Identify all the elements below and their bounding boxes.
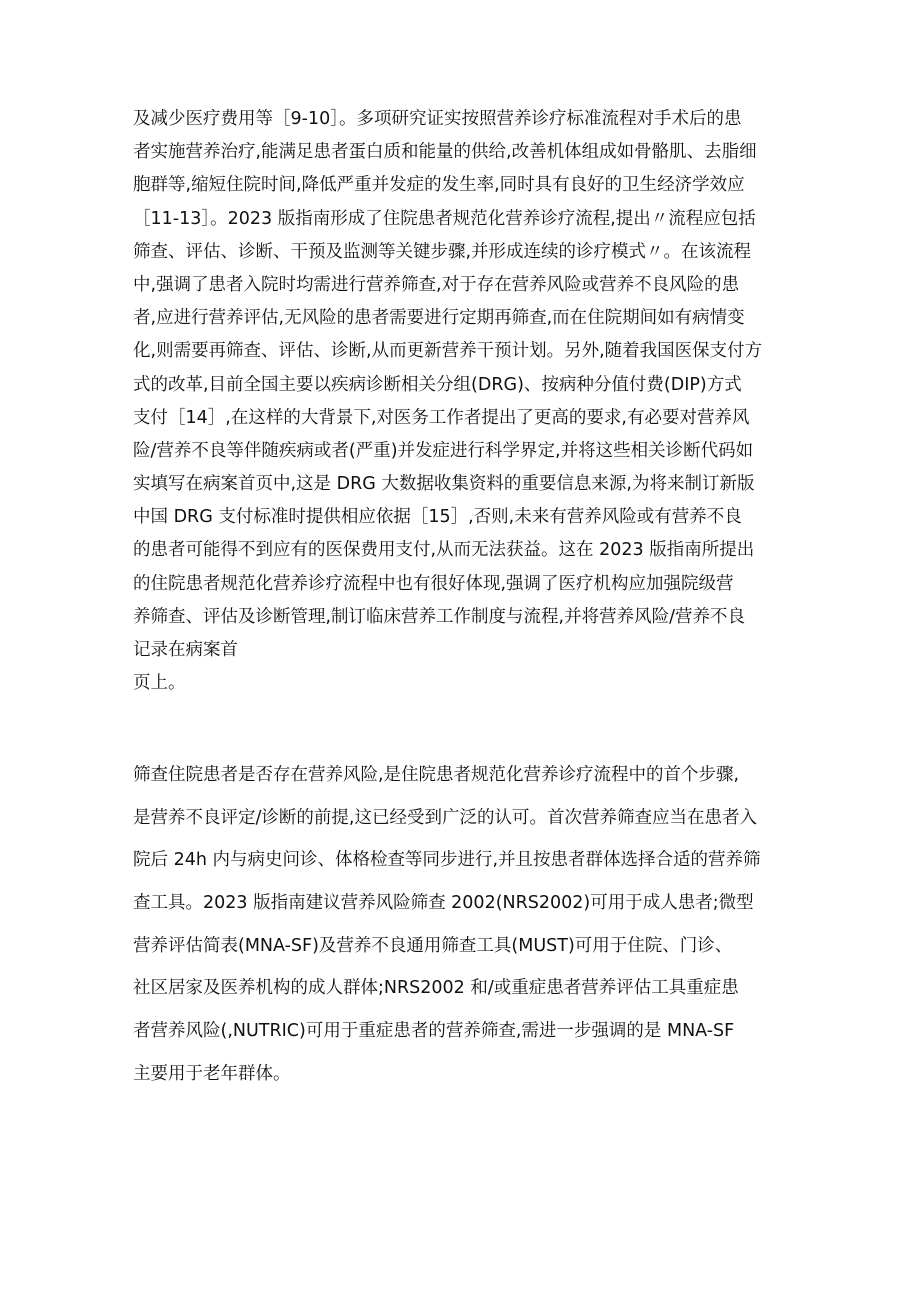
text-line: 的住院患者规范化营养诊疗流程中也有很好体现,强调了医疗机构应加强院级营	[133, 573, 734, 594]
text-line: 页上。	[133, 673, 186, 694]
text-line: 化,则需要再筛查、评估、诊断,从而更新营养干预计划。另外,随着我国医保支付方	[133, 341, 763, 362]
text-line: 营养评估简表(MNA-SF)及营养不良通用筛查工具(MUST)可用于住院、门诊、	[133, 935, 733, 956]
text-line: 中国 DRG 支付标准时提供相应依据［15］,否则,未来有营养风险或有营养不良	[133, 507, 742, 528]
text-line: 的患者可能得不到应有的医保费用支付,从而无法获益。这在 2023 版指南所提出	[133, 540, 755, 561]
text-line: 支付［14］,在这样的大背景下,对医务工作者提出了更高的要求,有必要对营养风	[133, 407, 750, 428]
text-line: 筛查住院患者是否存在营养风险,是住院患者规范化营养诊疗流程中的首个步骤,	[133, 765, 740, 785]
text-line: 险/营养不良等伴随疾病或者(严重)并发症进行科学界定,并将这些相关诊断代码如	[133, 440, 754, 461]
text-line: 记录在病案首	[133, 640, 238, 660]
text-line: 式的改革,目前全国主要以疾病诊断相关分组(DRG)、按病种分值付费(DIP)方式	[133, 374, 742, 395]
text-line: 主要用于老年群体。	[133, 1063, 291, 1084]
paragraph-1	[133, 103, 793, 700]
text-line: 查工具。2023 版指南建议营养风险筛查 2002(NRS2002)可用于成人患者;微型	[133, 893, 754, 914]
text-line: 实填写在病案首页中,这是 DRG 大数据收集资料的重要信息来源,为将来制订新版	[133, 474, 755, 495]
text-line: 及减少医疗费用等［9-10］。多项研究证实按照营养诊疗标准流程对手术后的患	[133, 109, 742, 129]
text-line: 筛查、评估、诊断、干预及监测等关键步骤,并形成连续的诊疗模式〃。在该流程	[133, 241, 752, 262]
paragraph-2	[133, 754, 793, 1096]
text-line: 养筛查、评估及诊断管理,制订临床营养工作制度与流程,并将营养风险/营养不良	[133, 606, 746, 627]
text-line: 院后 24h 内与病史问诊、体格检查等同步进行,并且按患者群体选择合适的营养筛	[133, 850, 761, 871]
text-line: 者,应进行营养评估,无风险的患者需要进行定期再筛查,而在住院期间如有病情变	[133, 308, 745, 329]
text-line: 是营养不良评定/诊断的前提,这已经受到广泛的认可。首次营养筛查应当在患者入	[133, 807, 757, 828]
text-line: 中,强调了患者入院时均需进行营养筛查,对于存在营养风险或营养不良风险的患	[133, 274, 740, 295]
text-line: 胞群等,缩短住院时间,降低严重并发症的发生率,同时具有良好的卫生经济学效应	[133, 175, 745, 196]
text-line: 者实施营养治疗,能满足患者蛋白质和能量的供给,改善机体组成如骨骼肌、去脂细	[133, 142, 757, 163]
text-line: 者营养风险(,NUTRIC)可用于重症患者的营养筛查,需进一步强调的是 MNA-SF	[133, 1021, 735, 1042]
text-line: 社区居家及医养机构的成人群体;NRS2002 和/或重症患者营养评估工具重症患	[133, 978, 739, 999]
text-line: ［11-13］。2023 版指南形成了住院患者规范化营养诊疗流程,提出〃流程应包括	[133, 208, 756, 229]
